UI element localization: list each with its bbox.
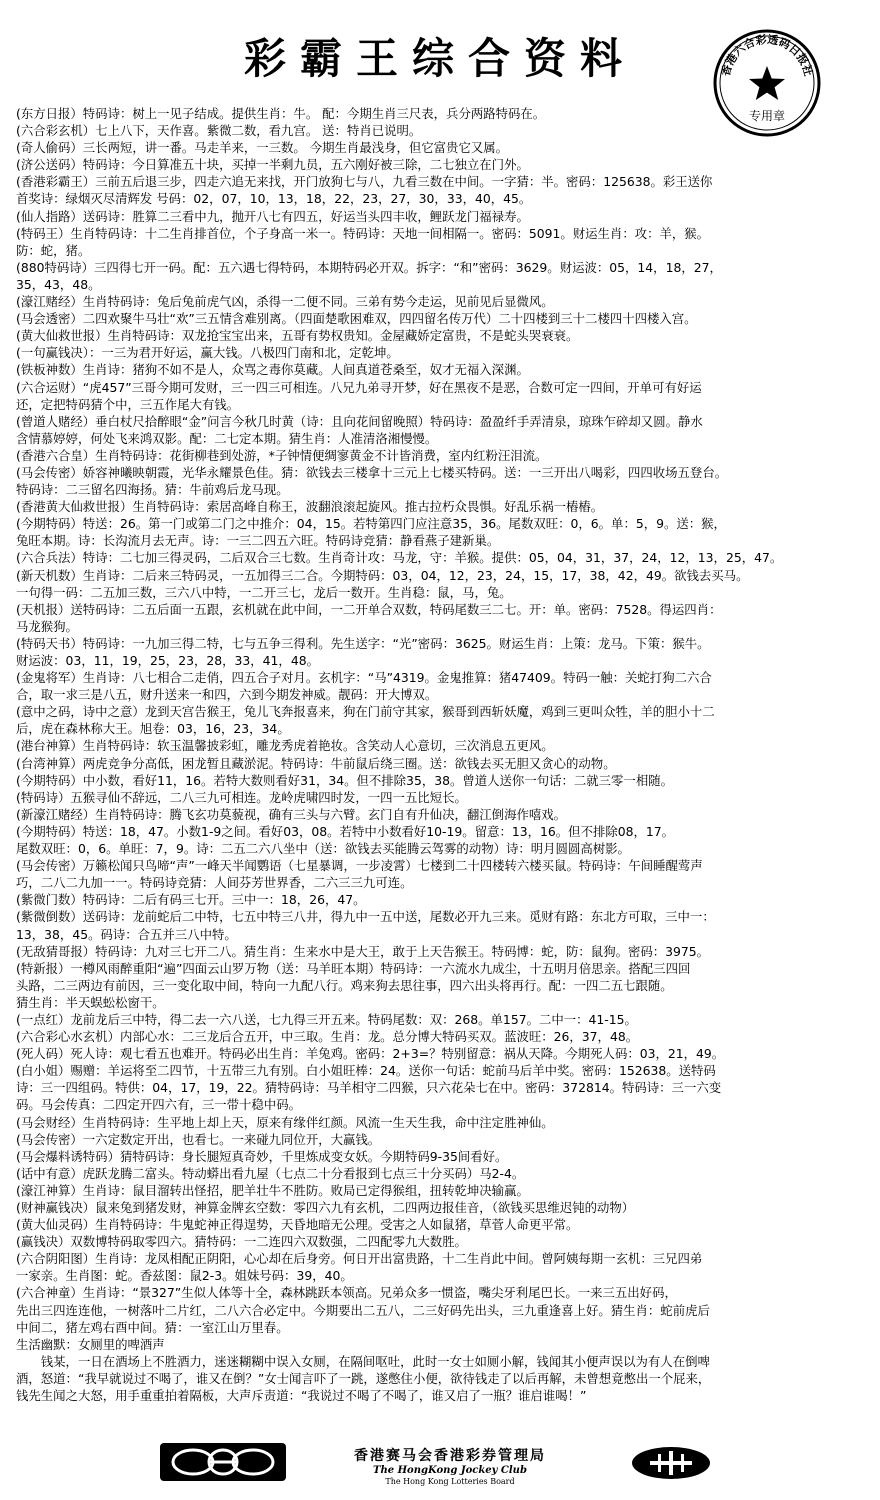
text-line: (880特码诗）三四得七开一码。配：五六遇七得特码，本期特码必开双。拆字：“和”密码：3629。财运波：05，14，18，27， [16,259,722,275]
text-line: 特码诗：二三留名四海扬。猜：牛前鸡后龙马现。 [16,482,289,498]
text-line: (无敌猜哥报）特码诗：九对三七开二八。猜生肖：生来水中是大王，敢于上天告猴王。特码博：蛇，防：鼠狗。密码：3975。 [16,943,710,959]
text-line: (六合彩心水玄机）内部心水：二三龙后合五开，中三取。生肖：龙。总分博大特码买双。蓝波旺：26，37，48。 [16,1029,639,1045]
text-line: (濠江神算）生肖诗：鼠目溜转出怪招，肥羊壮牛不胜防。败局已定得猴组，扭转乾坤决输赢。 [16,1182,529,1198]
text-line: (一点红）龙前龙后三中特，得二去一六八送，七九得三开五来。特码尾数：双：268。单157。二中一：41-15。 [16,1011,637,1027]
stamp-ring-text: 香港六合彩透码日报社 [719,33,815,78]
text-line: (曾道人赌经）垂白杖尺拾醉眼“金”问言今秋几时黄（诗：且向花间留晚照）特码诗：盈盈纤手弄清泉，琼珠乍碎却又圆。静水 [16,413,703,429]
text-line: 后，虎在森林称大王。旭卷：03，16，23，34。 [16,721,290,737]
text-line: (新天机数）生肖诗：二后来三特码灵，一五加得三二合。今期特码：03，04，12，23，24，15，17，38，42，49。欲钱去买马。 [16,567,749,583]
text-line: 35，43，48。 [16,276,101,292]
text-line: 首奖诗：绿烟灭尽清辉发 号码：02，07，10，13，18，22，23，27，30，33，40，45。 [16,191,532,207]
text-line: (香港黄大仙救世报）生肖特码诗：索居高峰自称王，波翻浪滚起旋风。推古拉朽众畏惧。好乱乐祸一樁樁。 [16,499,604,515]
text-line: (特码诗）五猴寻仙不辞远，二八三九可相连。龙岭虎啸四时发，一四一五比短长。 [16,789,467,805]
text-line: 含情慕婷婷，何处飞来鸿双影。配：二七定本期。猜生肖：人准清洛湘慢慢。 [16,430,438,446]
text-line: 码。马会传真：二四定开四六有，三一带十稳中码。 [16,1097,301,1113]
text-line: (台湾神算）两虎竞争分高低，困龙暂且藏淤泥。特码诗：牛前鼠后绕三圈。送：欲钱去买无胆又贪心的动物。 [16,755,616,771]
text-line: 猜生肖：半天蜈蚣松窗干。 [16,994,165,1010]
text-line: 头路，二三两边有前因，三一变化取中间，特向一九配八行。鸡来狗去思往事，四六出头将再行。配：一四二五七跟随。 [16,977,673,993]
text-line: (济公送码）特码诗：今日算准五十块，买掉一半剩九员，五六刚好被三除，二七独立在门外。 [16,157,529,173]
text-line: (马会财经）生肖特码诗：生平地上却上天，原来有缘伴红颜。风流一生天生我，命中注定胜神仙。 [16,1114,554,1130]
text-line: 先出三四连连他，一树落叶二片红，二八六合必定中。今期要出二五八，二三好码先出头，三九重逢喜上好。猜生肖：蛇前虎后 [16,1302,710,1318]
text-line: (死人码）死人诗：观七看五也难开。特码必出生肖：羊兔鸡。密码：2+3=？特别留意：祸从天降。今期死人码：03，21，49。 [16,1046,725,1062]
lotteries-board-logo-icon [630,1445,712,1481]
text-line: (今期特码）特送：26。第一门或第二门之中推介：04，15。若特第四门应注意35，36。尾数双旺：0，6。单：5，9。送：猴， [16,516,726,532]
text-line: (金鬼将军）生肖诗：八七相合二走俏，四五合子对月。玄机字：“马”4319。金鬼推算：猪47409。特码一触：关蛇打狗二六合 [16,670,712,686]
text-line: (港台神算）生肖特码诗：软玉温馨披彩虹，雕龙秀虎着艳妆。含笑动人心意切，三次消息五更风。 [16,738,554,754]
text-line: 一句得一码：二五加三数，三六八中特，一二开三七，龙后一数开。生肖稳：鼠，马，兔。 [16,584,512,600]
text-line: (特码王）生肖特码诗：十二生肖排首位，个子身高一米一。特码诗：天地一间相隔一。密码：5091。财运生肖：攻：羊，猴。 [16,225,710,241]
text-line: 钱先生闻之大怒，用手重重拍着隔板，大声斥责道：“我说过不喝了不喝了，谁又启了一瓶？谁启谁喝！” [16,1388,587,1404]
footer-organization-cn: 香港赛马会香港彩券管理局 [354,1448,546,1464]
text-line: (财神赢钱决）鼠来兔到猪发财，神算金牌玄空数：零四六九有玄机，二四两边报佳音，（欲钱买思维迟钝的动物） [16,1200,635,1215]
text-line: (马会透密）二四欢聚牛马壮“欢”三五情含难别离。（四面楚歌困难双，四四留名传万代）二十四楼到三十二楼四十四楼入宫。 [16,311,697,327]
text-line: 还，定把特码猜个中，三五作尾大有钱。 [16,396,240,412]
text-line: (紫微倒数）送码诗：龙前蛇后二中特，七五中特三八井，得九中一五中送，尾数必开九三来。觅财有路：东北方可取，三中一： [16,909,715,925]
text-line: (意中之码，诗中之意）龙到天宫告猴王，兔儿飞奔报喜来，狗在门前守其家，猴哥到西斩妖魔，鸡到三更叫众牲，羊的胆小十二 [16,704,715,720]
text-line: (黄大仙救世报）生肖特码诗：双龙抢宝宝出来，五哥有势权贵知。金屋藏娇定富贵，不是蛇头哭衰衰。 [16,328,579,344]
text-line: (今期特码）中小数，看好11，16。若特大数则看好31，34。但不排除35，38。曾道人送你一句话：二就三零一相随。 [16,772,674,788]
stamp-center-text: 专用章 [748,109,786,123]
text-line: 尾数双旺：0，6。单旺：7，9。诗：二五二六八坐中（送：欲钱去买能腾云驾雾的动物）诗：明月圆圆高树影。 [16,841,630,857]
text-line: (一句赢钱决）：一三为君开好运，赢大钱。八极四门南和北，定乾坤。 [16,345,399,361]
footer-organization-en-sub: The Hong Kong Lotteries Board [385,1477,515,1486]
hkjc-logo-icon [160,1443,286,1481]
text-line: (紫微门数）特码诗：二后有码三七开。三中一：18，26，47。 [16,892,366,908]
text-line: (马会传密）一六定数定开出，也看七。一来碰九同位开，大赢钱。 [16,1131,381,1147]
text-line: (六合阴阳图）生肖诗：龙凤相配正阴阳，心心却在后身旁。何日开出富贵路，十二生肖此中间。曾阿姨每期一玄机：三兄四弟 [16,1251,703,1267]
text-line: (香港彩霸王）三前五后退三步，四走六追无来找，开门放狗七与八，九看三数在中间。一字猜：半。密码：125638。彩王送你 [16,174,713,190]
document-body [16,105,874,1404]
text-line: 兔旺本期。诗：长沟流月去无声。诗：一三二四五六旺。特码诗竞猜：静看燕子建新巢。 [16,533,500,549]
text-line: 财运波：03，11，19，25，23，28，33，41，48。 [16,653,319,668]
text-line: (特码天书）特码诗：一九加三得二特，七与五争三得利。先生送字：“光”密码：3625。财运生肖：上策：龙马。下策：猴牛。 [16,635,710,651]
text-line: (马会传密）万籁松闻只鸟啼“声”一峰天半闻鹦语（七星暴调，一步凌霄）七楼到二十四楼转六楼买鼠。特码诗：午间睡醒莺声 [16,858,703,874]
text-line: 防：蛇，猪。 [16,242,91,258]
page-title: 彩霸王综合资料 [243,34,636,83]
text-line: 合，取一求三是八五，财升送来一和四，六到今期发神威。靓码：开大博双。 [16,687,438,703]
text-line: (赢钱决）双数博特码取零四六。猜特码：一二连四六双数强，二四配零九大数胜。 [16,1234,467,1250]
text-line: (天机报）送特码诗：二五后面一五跟，玄机就在此中间，一二开单合双数，特码尾数三二七。开：单。密码：7528。得运四肖： [16,601,722,617]
text-line: 生活幽默：女厕里的啤酒声 [16,1336,165,1352]
text-line: (黄大仙灵码）生肖特码诗：牛鬼蛇神正得逞势，天昏地暗无公理。受害之人如鼠猪，草菅人命更平常。 [16,1217,579,1233]
star-icon [749,66,785,100]
text-line: 诗：三一四组码。特供：04，17，19，22。猜特码诗：马羊相守二四猴，只六花朵七在中。密码：372814。特码诗：三一六变 [16,1080,722,1096]
text-line: 一家亲。生肖图：蛇。香兹图：鼠2-3。姐妹号码：39，40。 [16,1268,353,1284]
text-line: (仙人指路）送码诗：胜算二三看中九，抛开八七有四五，好运当头四丰收，鲤跃龙门福禄寿。 [16,208,529,224]
text-line: (奇人偷码）三长两短，讲一番。马走羊来，一三数。 今期生肖最浅身，但它富贵它又属。 [16,140,509,156]
text-line: (今期特码）特送：18，47。小数1-9之间。看好03，08。若特中小数看好10-19。留意：13，16。但不排除08，17。 [16,823,675,839]
text-line: (马会爆料诱特码）猜特码诗：身长腿短真奇妙，千里炼成变女妖。今期特码9-35间看好。 [16,1148,508,1164]
text-line: (六合兵法）特诗：二七加三得灵码，二后双合三七数。生肖奇计攻：马龙，守：羊猴。提供：05，04，31，37，24，12，13，25，47。 [16,550,783,566]
text-line: (特新报）一樽风雨醉重阳“遍”四面云山罗万物（送：马羊旺本期）特码诗：一六流水九成尘，十五明月倍思亲。搭配三四回 [16,960,691,976]
text-line: (六合彩玄机）七上八下，天作喜。紫微二数，看九宫。 送：特肖已说明。 [16,123,422,139]
text-line: (六合神童）生肖诗：“景327”生似人体等十全，森林跳跃本领高。兄弟众多一惯盗，嘴尖牙利尾巴长。一来三五出好码， [16,1285,677,1301]
text-line: (六合运财）“虎457”三哥今期可发财，三一四三可相连。八兄九弟寻开梦，好在黑夜不是恶，合数可定一四间，开单可有好运 [16,379,702,395]
text-line: (铁板神数）生肖诗：猪狗不如不是人，众骂之毒你莫藏。人间真道苍桑至，奴才无福入深渊。 [16,362,529,378]
footer-organization-en: The HongKong Jockey Club [373,1465,527,1476]
text-line: 钱某，一日在酒场上不胜酒力，迷迷糊糊中误入女厕，在隔间呕吐，此时一女士如厕小解，钱闻其小便声误以为有人在倒啤 [16,1353,710,1369]
text-line: 马龙猴狗。 [16,618,78,634]
text-line: (话中有意）虎跃龙腾二富头。特动蟒出看九屋（七点二十分看报到七点三十分买码）马2-4。 [16,1165,525,1181]
text-line: 巧，二八二九加一一。特码诗竞猜：人间芬芳世界香，二六三三九可连。 [16,875,413,891]
text-line: 中间二，猪左鸡右酉中间。猜：一室江山万里春。 [16,1319,289,1335]
text-line: (香港六合皇）生肖特码诗：花街柳巷到处游，*子钟情便绸寥黄金不计皆消费，室内红粉汪泪流。 [16,447,548,463]
text-line: 酒，怒道：“我早就说过不喝了，谁又在倒？”女士闻言吓了一跳，遂憋住小便，欲待钱走了以后再解，未曾想竟憋出一个屁来， [16,1370,711,1386]
text-line: (新濠江赌经）生肖特码诗：腾飞玄功莫藐视，确有三头与六臂。玄门自有升仙决，翻江倒海作嘻戏。 [16,806,567,822]
text-line: (白小姐）赐赠：羊运将至二四节，十五带三九有别。白小姐旺棒：24。送你一句话：蛇前马后羊中奖。密码：152638。送特码 [16,1063,716,1079]
text-line: (马会传密）娇容神曦映朝霞，光华永耀景色佳。猜：欲钱去三楼拿十三元上七楼买特码。送：一三开出八喝彩，四四收场五登台。 [16,464,728,480]
text-line: (东方日报）特码诗：树上一见子结成。提供生肖：牛。 配：今期生肖三尺表，兵分两路特码在。 [16,106,546,121]
text-line: (濠江赌经）生肖特码诗：兔后兔前虎气凶，杀得一二便不同。三弟有势今走运，见前见后显微风。 [16,294,554,310]
text-line: 13，38，45。码诗：合五并三八中特。 [16,926,237,942]
